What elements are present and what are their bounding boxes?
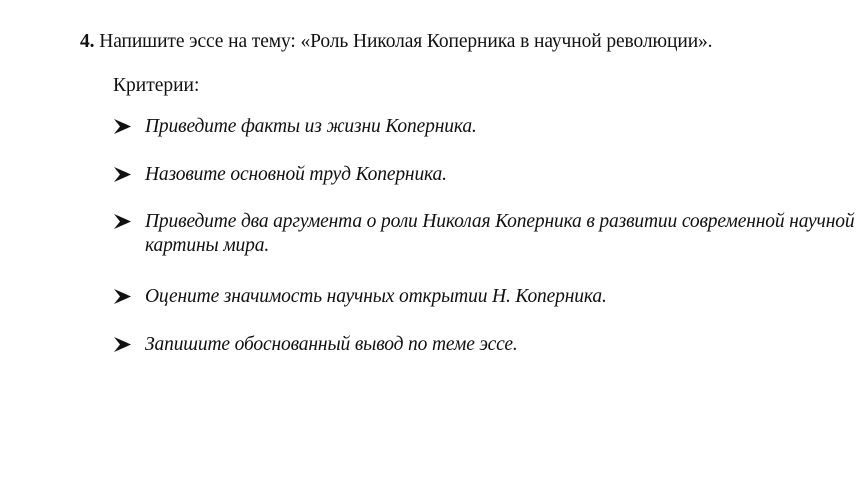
task-heading	[80, 31, 712, 53]
arrow-bullet-icon	[113, 337, 132, 352]
criterion-text: Назовите основной труд Коперника.	[145, 164, 447, 185]
task-number: 4.	[80, 31, 95, 52]
criterion-text: Запишите обоснованный вывод по теме эссе.	[145, 334, 518, 355]
task-text: Напишите эссе на тему: «Роль Николая Коперника в научной революции».	[99, 31, 713, 52]
criterion-text: Приведите два аргумента о роли Николая Коперника в развитии современной научной картины мира.	[145, 211, 855, 256]
criteria-title: Критерии:	[113, 75, 200, 96]
arrow-bullet-icon	[113, 289, 132, 304]
arrow-bullet-icon	[113, 119, 132, 134]
criterion-text: Оцените значимость научных открытии Н. Коперника.	[145, 286, 607, 307]
arrow-bullet-icon	[113, 167, 132, 182]
criterion-text: Приведите факты из жизни Коперника.	[145, 116, 477, 137]
arrow-bullet-icon	[113, 214, 132, 229]
